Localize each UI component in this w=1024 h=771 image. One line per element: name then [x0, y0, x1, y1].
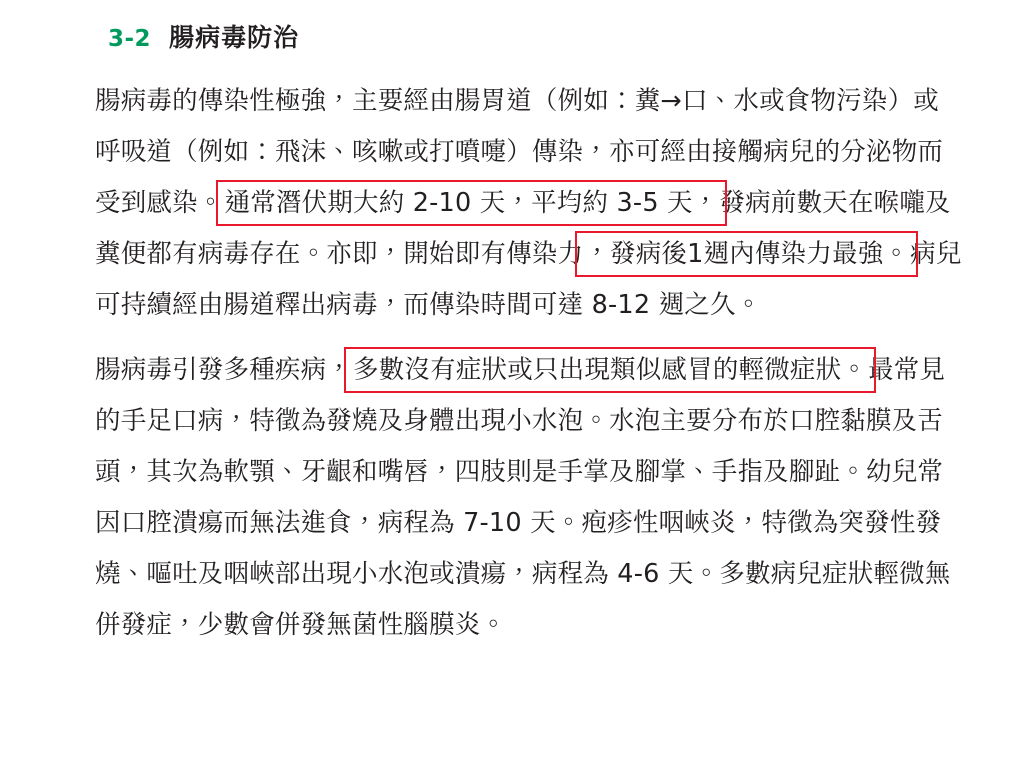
text-segment: 腸病毒的傳染性極強，主要經由腸胃道（例如：糞→口、水或食物污染）或呼吸道（例如：飛沫、咳嗽或打噴嚏）傳染，亦可經由接觸病兒的分泌物而受到感染。	[95, 86, 944, 218]
section-number: 3-2	[108, 26, 152, 52]
text-segment: 最常見的手足口病，特徵為發燒及身體出現小水泡。水泡主要分布於口腔黏膜及舌頭，其次為軟顎、牙齦和嘴唇，四肢則是手掌及腳掌、手指及腳趾。幼兒常因口腔潰瘍而無法進食，病程為 7-10 天。疱疹性咽峽炎，特徵為突發性發燒、嘔吐及咽峽部出現小水泡或潰瘍，病程為 4-6 天。多數病兒症狀輕微無併發症，少數會併發無菌性腦膜炎。	[95, 355, 951, 640]
section-heading	[108, 18, 964, 54]
paragraph-2	[95, 345, 964, 651]
highlighted-text-incubation: 通常潛伏期大約 2-10 天，平均約 3-5 天，	[224, 188, 719, 218]
highlighted-text-contagious-week: ，發病後1週內傳染力最強。	[584, 239, 910, 269]
text-segment: 病兒可持續經由腸道釋出病毒，而傳染時間可達 8-12 週之久。	[95, 239, 962, 320]
section-title: 腸病毒防治	[169, 23, 300, 52]
text-segment: 發病前數天在喉嚨及糞便都有病毒存在。亦即，開始即有傳染力	[95, 188, 951, 269]
paragraph-1	[95, 76, 964, 331]
text-segment: 腸病毒引發多種疾病，	[95, 355, 353, 385]
highlighted-text-mild-symptoms: 多數沒有症狀或只出現類似感冒的輕微症狀。	[353, 355, 868, 385]
